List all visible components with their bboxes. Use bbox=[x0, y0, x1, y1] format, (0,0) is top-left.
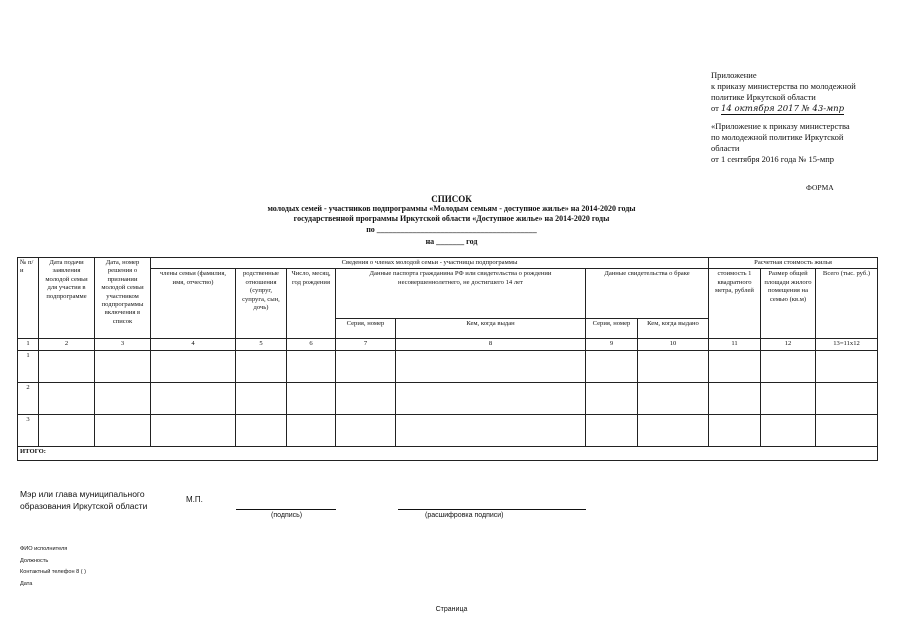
form-label: ФОРМА bbox=[806, 183, 834, 192]
handwritten-date: 14 октября 2017 № 43-мпр bbox=[720, 104, 845, 114]
column-number: 3 bbox=[95, 339, 151, 350]
appendix-header bbox=[711, 70, 896, 165]
row-number: 2 bbox=[18, 382, 39, 414]
table-row bbox=[18, 414, 878, 446]
title-line-3: государственной программы Иркутской области «Доступное жилье» на 2014-2020 годы bbox=[293, 214, 610, 223]
appendix-date bbox=[711, 103, 896, 115]
col-header-decision: Дата, номер решения о признании молодой семьи участником подпрограммы включения в список bbox=[95, 258, 151, 339]
col-header-members: члены семьи (фамилия, имя, отчество) bbox=[151, 269, 236, 339]
column-number: 11 bbox=[709, 339, 761, 350]
subheader-issued: Кем, когда выдан bbox=[396, 319, 586, 339]
prev-line-2: по молодежной политике Иркутской bbox=[711, 132, 844, 142]
stamp-place: М.П. bbox=[186, 495, 203, 504]
executor-date-label: Дата bbox=[20, 580, 33, 587]
column-number-row bbox=[18, 339, 878, 350]
col-header-marriage: Данные свидетельства о браке bbox=[586, 269, 709, 319]
subheader-series: Серия, номер bbox=[336, 319, 396, 339]
title-line-5: на _______ год bbox=[425, 237, 478, 246]
column-number: 8 bbox=[396, 339, 586, 350]
column-number: 13=11х12 bbox=[816, 339, 878, 350]
prev-line-4: от 1 сентября 2016 года № 15-мпр bbox=[711, 154, 835, 164]
table-row bbox=[18, 382, 878, 414]
row-number: 1 bbox=[18, 350, 39, 382]
column-number: 12 bbox=[761, 339, 816, 350]
col-header-number: № п/и bbox=[18, 258, 39, 339]
col-header-total: Всего (тыс. руб.) bbox=[816, 269, 878, 339]
group-header-members: Сведения о членах молодой семьи - участницы подпрограммы bbox=[151, 258, 709, 269]
prev-line-3: области bbox=[711, 143, 740, 153]
total-label: ИТОГО: bbox=[18, 446, 878, 460]
prev-line-1: «Приложение к приказу министерства bbox=[711, 121, 850, 131]
executor-name-label: ФИО исполнителя bbox=[20, 546, 68, 552]
total-row bbox=[18, 446, 878, 460]
col-header-birth: Число, месяц, год рождения bbox=[287, 269, 336, 339]
document-title: СПИСОК bbox=[431, 194, 472, 204]
date-prefix: от bbox=[711, 103, 719, 113]
column-number: 1 bbox=[18, 339, 39, 350]
executor-info bbox=[20, 544, 86, 590]
appendix-line-3: политике Иркутской области bbox=[711, 92, 816, 102]
group-header-cost: Расчетная стоимость жилья bbox=[709, 258, 878, 269]
column-number: 10 bbox=[638, 339, 709, 350]
signature-line bbox=[236, 509, 336, 510]
decode-caption: (расшифровка подписи) bbox=[425, 512, 504, 519]
appendix-line-2: к приказу министерства по молодежной bbox=[711, 81, 856, 91]
column-number: 7 bbox=[336, 339, 396, 350]
col-header-date: Дата подачи заявления молодой семьи для участия в подпрограмме bbox=[39, 258, 95, 339]
page-label: Страница bbox=[435, 606, 468, 613]
col-header-cost-m2: стоимость 1 квадратного метра, рублей bbox=[709, 269, 761, 339]
column-number: 4 bbox=[151, 339, 236, 350]
family-list-table bbox=[17, 257, 878, 461]
column-number: 6 bbox=[287, 339, 336, 350]
title-line-2: молодых семей - участников подпрограммы «Молодым семьям - доступное жилье» на 2014-2020 годы bbox=[267, 204, 636, 213]
signature-caption: (подпись) bbox=[271, 512, 303, 519]
mayor-line-2: образования Иркутской области bbox=[20, 501, 148, 511]
executor-position-label: Должность bbox=[20, 557, 49, 564]
col-header-passport: Данные паспорта гражданина РФ или свидетельства о рождении несовершеннолетнего, не достигшего 14 лет bbox=[336, 269, 586, 319]
appendix-line-1: Приложение bbox=[711, 70, 757, 80]
signature-decode-line bbox=[398, 509, 586, 510]
title-line-4: по ________________________________________ bbox=[366, 225, 537, 234]
subheader-issued-2: Кем, когда выдано bbox=[638, 319, 709, 339]
mayor-title bbox=[20, 488, 147, 512]
col-header-relation: родственные отношения (супруг, супруга, сын, дочь) bbox=[236, 269, 287, 339]
column-number: 9 bbox=[586, 339, 638, 350]
table-row bbox=[18, 350, 878, 382]
subheader-series-2: Серия, номер bbox=[586, 319, 638, 339]
row-number: 3 bbox=[18, 414, 39, 446]
mayor-line-1: Мэр или глава муниципального bbox=[20, 489, 145, 499]
executor-phone-label: Контактный телефон 8 ( ) bbox=[20, 569, 87, 575]
column-number: 2 bbox=[39, 339, 95, 350]
column-number: 5 bbox=[236, 339, 287, 350]
col-header-area: Размер общей площади жилого помещения на семью (кв.м) bbox=[761, 269, 816, 339]
